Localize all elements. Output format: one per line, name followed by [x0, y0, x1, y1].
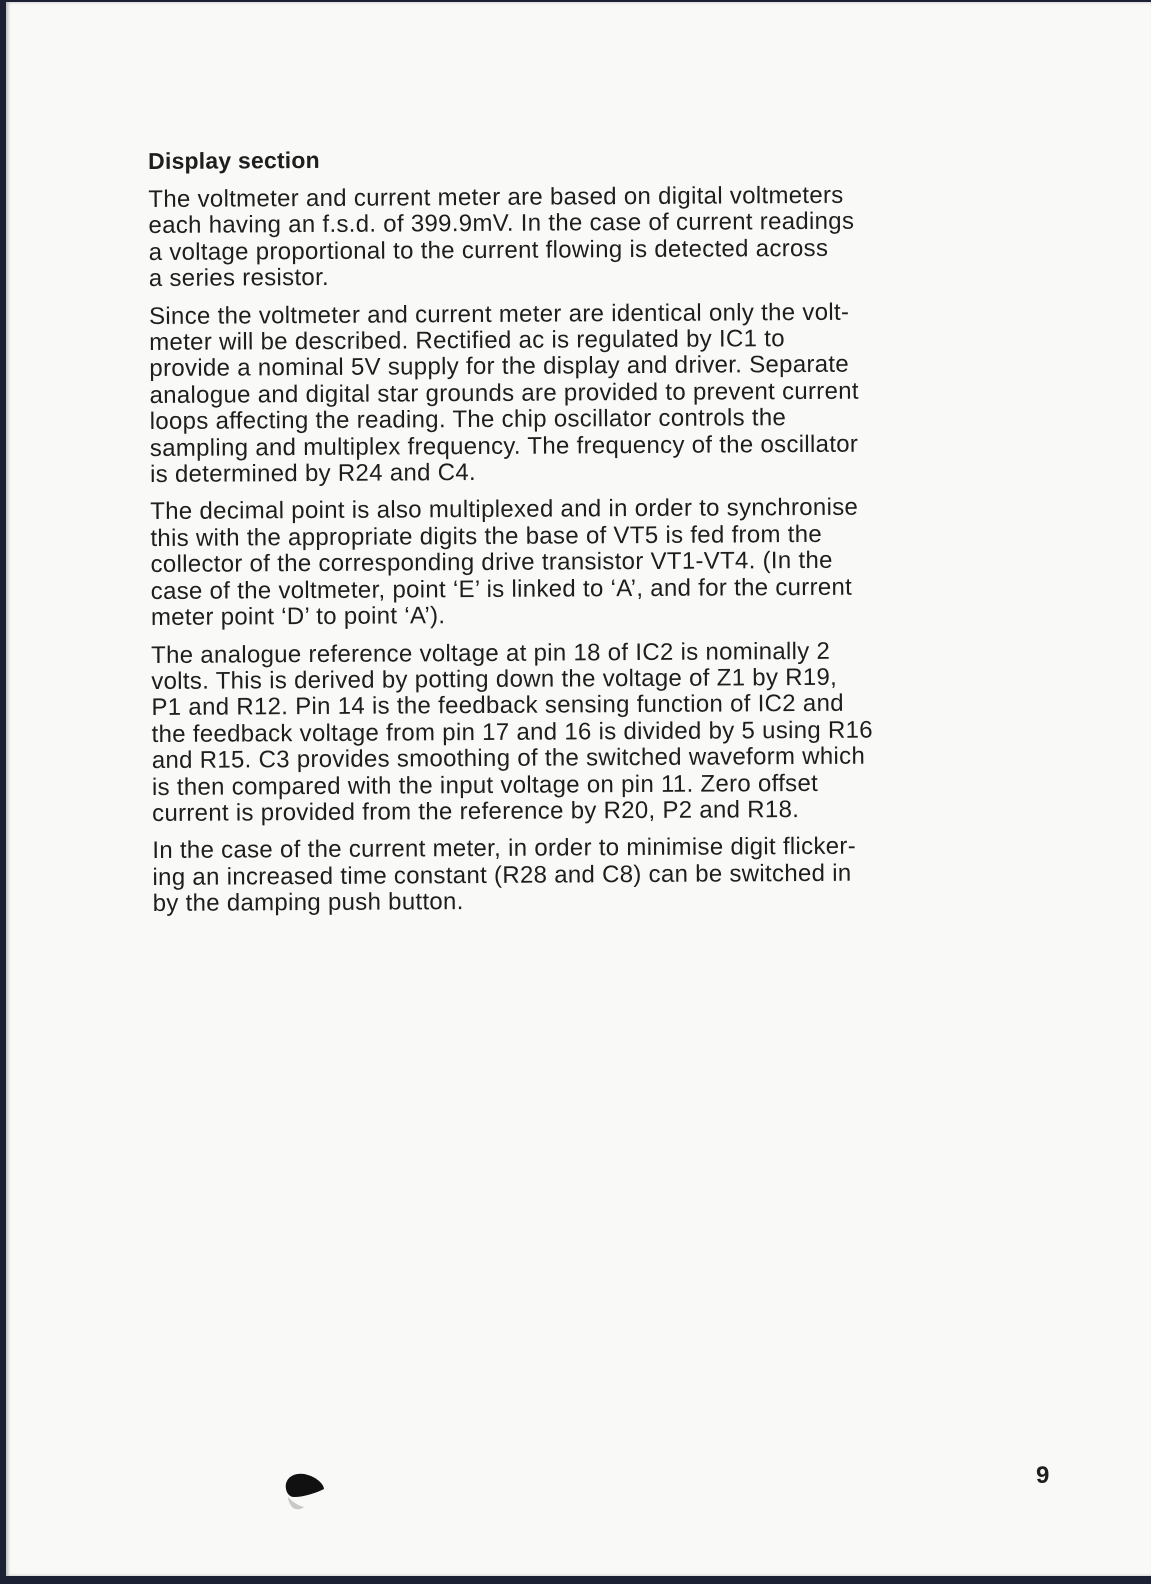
paragraph-1	[148, 182, 1009, 293]
text-line: volts. This is derived by potting down the voltage of Z1 by R19,	[151, 663, 838, 695]
page-number: 9	[1036, 1462, 1050, 1489]
text-line: meter will be described. Rectified ac is regulated by IC1 to	[149, 325, 785, 357]
text-line: loops affecting the reading. The chip oscillator controls the	[149, 404, 787, 436]
paragraph-4	[151, 637, 1012, 827]
text-line: P1 and R12. Pin 14 is the feedback sensing function of IC2 and	[151, 690, 844, 722]
text-line: is then compared with the input voltage on pin 11. Zero offset	[151, 769, 819, 801]
text-line: the feedback voltage from pin 17 and 16 is divided by 5 using R16	[151, 716, 873, 748]
background-edge-bottom	[0, 1576, 1151, 1584]
paragraph-3	[150, 494, 1011, 631]
text-line: is determined by R24 and C4.	[149, 459, 477, 489]
text-line: The analogue reference voltage at pin 18 of IC2 is nominally 2	[151, 637, 831, 669]
binding-punch-mark-icon	[282, 1467, 326, 1513]
section-heading: Display section	[148, 146, 320, 174]
text-line: ing an increased time constant (R28 and C8) can be switched in	[152, 859, 852, 891]
text-line: current is provided from the reference by R20, P2 and R18.	[152, 795, 800, 827]
text-line: Since the voltmeter and current meter are identical only the volt-	[148, 298, 850, 330]
text-line: by the damping push button.	[152, 888, 464, 918]
document-page	[6, 2, 1151, 1576]
text-line: and R15. C3 provides smoothing of the switched waveform which	[151, 742, 866, 775]
text-line: a series resistor.	[148, 264, 330, 293]
text-line: provide a nominal 5V supply for the display and driver. Separate	[149, 351, 850, 383]
text-line: The voltmeter and current meter are based on digital voltmeters	[148, 181, 844, 213]
text-line: collector of the corresponding drive transistor VT1-VT4. (In the	[150, 547, 833, 579]
text-line: In the case of the current meter, in order to minimise digit flicker-	[152, 833, 857, 865]
text-line: each having an f.s.d. of 399.9mV. In the case of current readings	[148, 208, 855, 240]
text-line: meter point ‘D’ to point ‘A’).	[150, 602, 446, 632]
text-line: this with the appropriate digits the base of VT5 is fed from the	[150, 520, 823, 552]
text-line: analogue and digital star grounds are provided to prevent current	[149, 377, 859, 409]
text-line: sampling and multiplex frequency. The frequency of the oscillator	[149, 430, 859, 462]
page-content	[148, 137, 1013, 929]
text-line: a voltage proportional to the current flowing is detected across	[148, 234, 829, 266]
paragraph-5	[152, 833, 1012, 917]
text-line: The decimal point is also multiplexed and in order to synchronise	[150, 494, 859, 526]
paragraph-2	[149, 298, 1010, 488]
text-line: case of the voltmeter, point ‘E’ is linked to ‘A’, and for the current	[150, 573, 853, 605]
